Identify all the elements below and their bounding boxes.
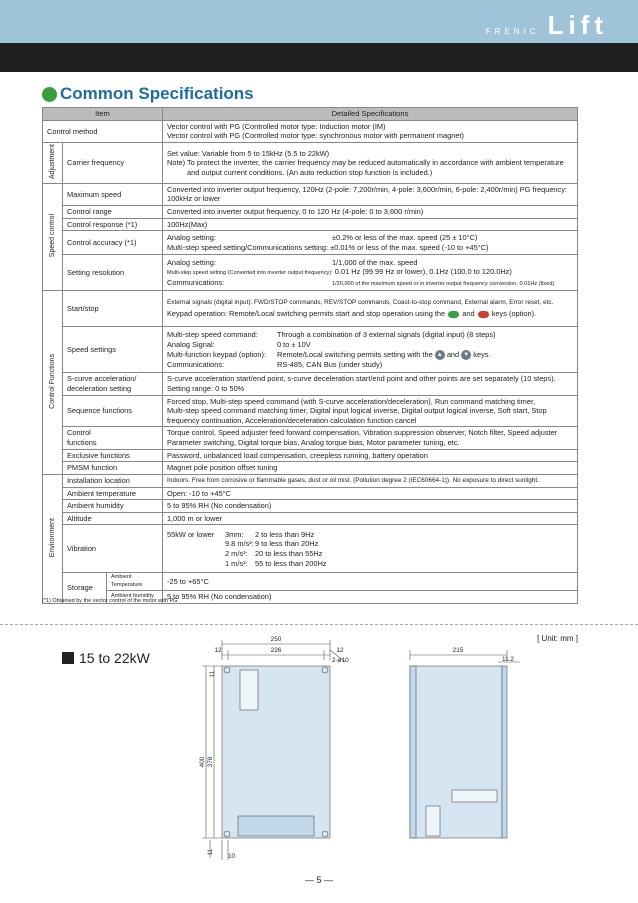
- page-number: — 5 —: [304, 875, 333, 885]
- table-row: [43, 500, 578, 513]
- spec-table: [42, 107, 578, 604]
- table-row: [43, 449, 578, 462]
- table-row: [43, 427, 578, 449]
- col-item-header: Item: [43, 108, 163, 121]
- dim-11-bottom: 11: [207, 848, 214, 856]
- dim-10: 10: [228, 853, 236, 860]
- row-label: PMSM function: [63, 462, 163, 475]
- section-title: Common Specifications: [60, 84, 254, 103]
- group-label: Speed control: [43, 183, 63, 291]
- row-label: Speed settings: [63, 327, 163, 373]
- table-row: [43, 474, 578, 487]
- table-row: [43, 512, 578, 525]
- table-row: [43, 231, 578, 255]
- table-row: [43, 255, 578, 291]
- row-label: Ambient temperature: [63, 487, 163, 500]
- table-row: [43, 183, 578, 205]
- drawing-title: 15 to 22kW: [62, 650, 150, 666]
- row-value: Open: -10 to +45°C: [163, 487, 578, 500]
- table-row: [43, 143, 578, 184]
- stop-key-icon: [478, 311, 489, 318]
- row-value: S-curve acceleration start/end point, s-curve deceleration start/end point and other points are set separately (10 steps). Setting range: 0 to 50%: [163, 373, 578, 395]
- row-label: Vibration: [63, 525, 163, 573]
- row-label: Carrier frequency: [63, 143, 163, 184]
- row-value: 100Hz(Max): [163, 218, 578, 231]
- row-value: Indoors. Free from corrosive or flammable gases, dust or oil mist. (Pollution degree 2 (IEC60664-1)). No exposure to direct sunlight.: [163, 474, 578, 487]
- table-row: [43, 327, 578, 373]
- brand-series: FRENIC: [485, 27, 540, 36]
- group-label: Environment: [43, 474, 63, 603]
- dim-11-top: 11: [209, 670, 216, 678]
- row-value: Multi-step speed command: Through a combination of 3 external signals (digital input) (8 steps) Analog Signal: 0 to ± 10V Multi-function keypad (option): Remote/Local switching permits setting with the ▲ and ▼ keys. Communications: RS-485, CAN Bus (under study): [163, 327, 578, 373]
- row-value: 5 to 95% RH (No condensation): [163, 590, 578, 603]
- row-value: Converted into inverter output frequency, 120Hz (2-pole: 7,200r/min, 4-pole: 3,600r/min, 6-pole: 2,400r/min) PG frequency: 100kHz or lower: [163, 183, 578, 205]
- dim-378: 378: [207, 756, 214, 768]
- dim-226: 226: [270, 647, 282, 654]
- row-label: Sequence functions: [63, 395, 163, 427]
- row-label: Setting resolution: [63, 255, 163, 291]
- table-row: [43, 395, 578, 427]
- fwd-key-icon: [448, 311, 459, 318]
- table-row: [43, 487, 578, 500]
- row-label: Installation location: [63, 474, 163, 487]
- square-bullet-icon: [62, 652, 74, 664]
- row-label: Control range: [63, 206, 163, 219]
- row-label: S-curve acceleration/ deceleration setting: [63, 373, 163, 395]
- row-sublabel: Ambient humidity: [107, 590, 163, 603]
- row-label: Control method: [43, 120, 163, 142]
- row-value: Magnet pole position offset tuning: [163, 462, 578, 475]
- row-label: Exclusive functions: [63, 449, 163, 462]
- table-header-row: [43, 108, 578, 121]
- header-dark-band: [0, 43, 638, 72]
- row-label: Storage: [63, 573, 107, 603]
- row-label: Maximum speed: [63, 183, 163, 205]
- brand-logo: [486, 10, 608, 41]
- dim-12-left: 12: [214, 647, 222, 654]
- up-key-icon: ▲: [435, 350, 445, 360]
- table-row: [43, 291, 578, 327]
- table-row: [43, 373, 578, 395]
- dim-11-2: 11.2: [502, 656, 514, 663]
- table-row: [43, 462, 578, 475]
- row-value: Set value: Variable from 5 to 15kHz (5.5 to 22kW) Note) To protect the inverter, the carrier frequency may be reduced automatically in accordance with ambient temperature and output current conditions. (An auto reduction stop function is included.): [163, 143, 578, 184]
- table-row: [43, 206, 578, 219]
- brand-name: Lift: [547, 10, 608, 40]
- row-value: Vector control with PG (Controlled motor type: Induction motor (IM) Vector control with PG (Controlled motor type: synchronous motor with permanent magnet): [163, 120, 578, 142]
- table-row: [43, 525, 578, 573]
- row-value: Converted into inverter output frequency, 0 to 120 Hz (4-pole: 0 to 3,600 r/min): [163, 206, 578, 219]
- dim-hole: 2-ø10: [332, 657, 349, 664]
- table-row: [43, 573, 578, 591]
- row-value: Analog setting: 1/1,000 of the max. speed Multi-step speed setting (Converted into inverter output frequency): 0.01 Hz (99.99 Hz or lower), 0.1Hz (100.0 to 120.0Hz) Communications: 1/20,000 of the maximum speed or in inverter output frequency conversion, 0.01Hz (fixed): [163, 255, 578, 291]
- row-label: Ambient humidity: [63, 500, 163, 513]
- row-value: 1,000 m or lower: [163, 512, 578, 525]
- row-label: Altitude: [63, 512, 163, 525]
- row-value: Analog setting: ±0.2% or less of the max. speed (25 ± 10°C) Multi-step speed setting/Communications setting: ±0.01% or less of the max. speed (-10 to +45°C): [163, 231, 578, 255]
- row-value: 55kW or lower 3mm: 2 to less than 9Hz 9.8 m/s²:9 to less than 20Hz 2 m/s²: 20 to less than 55Hz 1 m/s²: 55 to less than 200Hz: [163, 525, 578, 573]
- dim-250: 250: [270, 636, 282, 643]
- row-label: Control functions: [63, 427, 163, 449]
- down-key-icon: ▼: [461, 350, 471, 360]
- row-label: Start/stop: [63, 291, 163, 327]
- dim-215: 215: [452, 647, 464, 654]
- section-divider: [0, 624, 638, 625]
- unit-label: [ Unit: mm ]: [537, 634, 578, 643]
- row-label: Control accuracy (*1): [63, 231, 163, 255]
- table-row: [43, 120, 578, 142]
- group-label: Adjustment: [43, 143, 63, 184]
- row-value: External signals (digital input): FWD/STOP commands, REV/STOP commands, Coast-to-stop command, External alarm, Error reset, etc. Keypad operation: Remote/Local switching permits start and stop operation using the and keys (option).: [163, 291, 578, 327]
- footnote: (*1) Obtained by the vector control of the motor with PG.: [42, 598, 179, 604]
- row-value: Password, unbalanced load compensation, creepless running, battery operation: [163, 449, 578, 462]
- row-value: 5 to 95% RH (No condensation): [163, 500, 578, 513]
- row-value: Torque control, Speed adjuster feed forward compensation, Vibration suppression observer, Notch filter, Speed adjuster Parameter switching, Digital torque bias, Analog torque bias, Motor parameter tuning, etc.: [163, 427, 578, 449]
- section-heading: [42, 84, 254, 104]
- col-detail-header: Detailed Specifications: [163, 108, 578, 121]
- dim-400: 400: [199, 756, 206, 768]
- dimension-drawing: [180, 630, 580, 866]
- row-value: -25 to +65°C: [163, 573, 578, 591]
- dim-12-right: 12: [336, 647, 344, 654]
- bullet-icon: [42, 87, 57, 102]
- group-label: Control Functions: [43, 291, 63, 475]
- row-value: Forced stop, Multi-step speed command (with S-curve acceleration/deceleration), Run command matching timer, Multi-step speed command matching timer, Digital input logical inverse, Digital output logical inverse, Soft start, Stop frequency continuation, Acceleration/deceleration calculation function cancel: [163, 395, 578, 427]
- row-label: Control response (*1): [63, 218, 163, 231]
- row-sublabel: Ambient Temperature: [107, 573, 163, 591]
- table-row: [43, 218, 578, 231]
